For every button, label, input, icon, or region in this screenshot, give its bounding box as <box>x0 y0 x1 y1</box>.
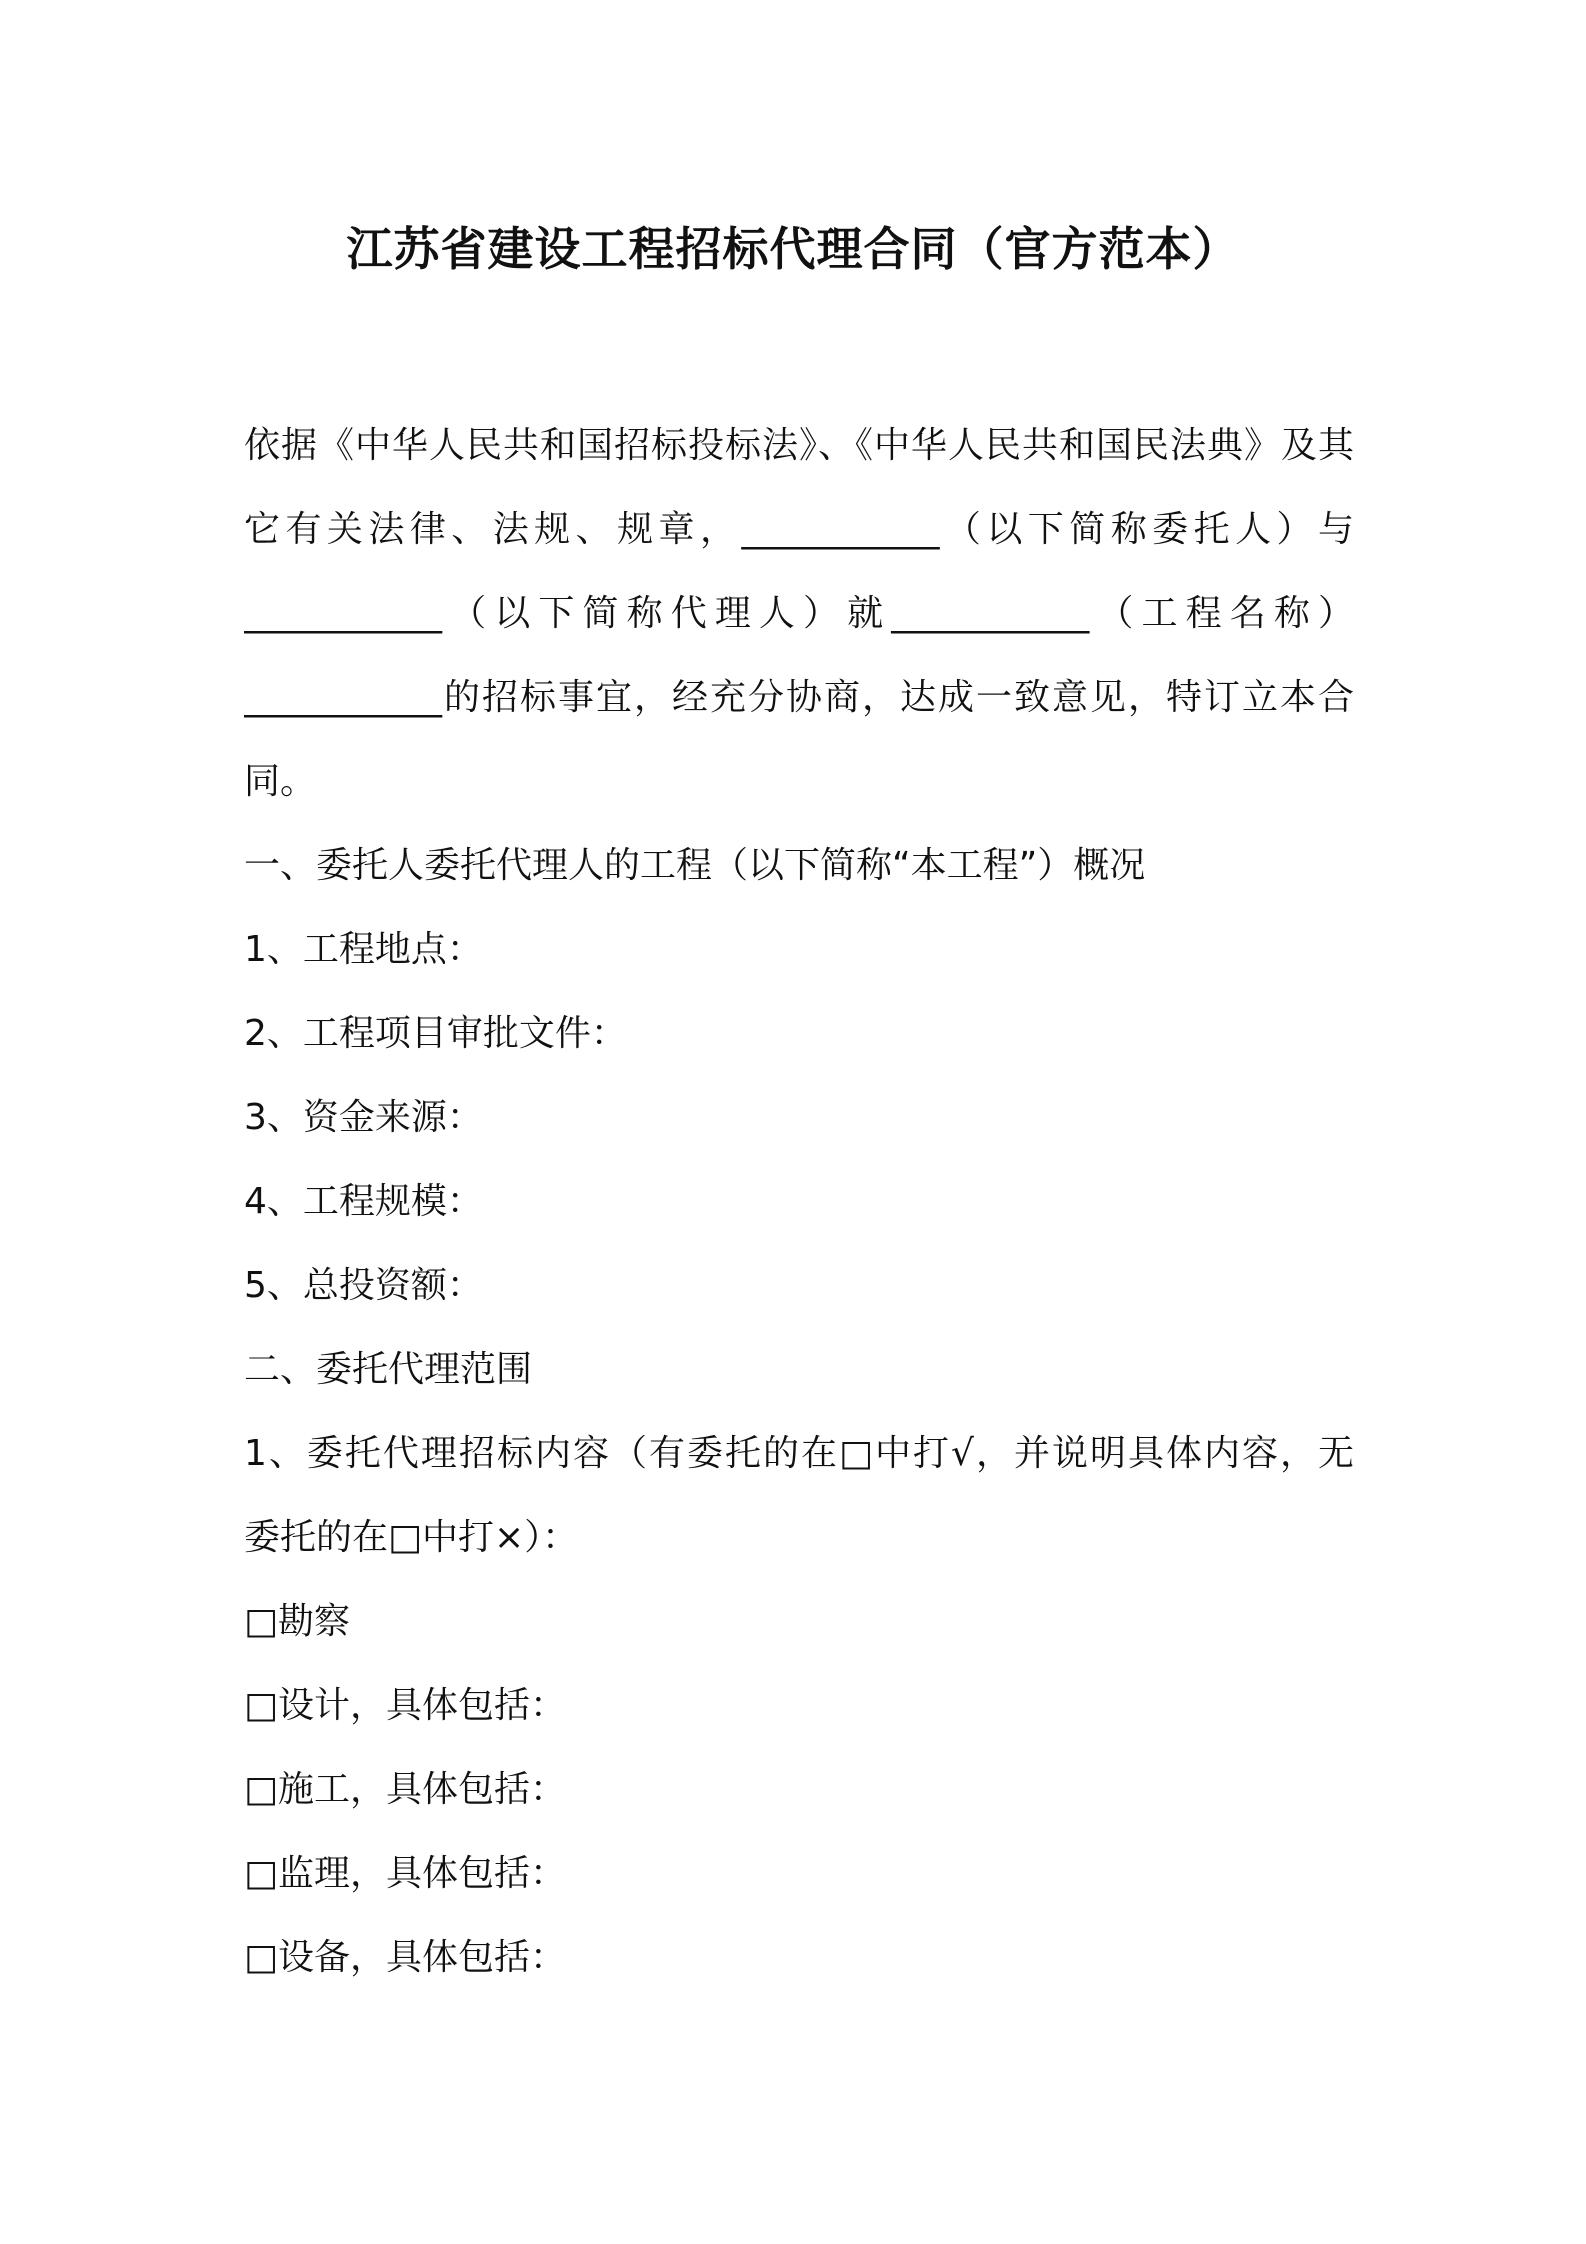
intro-line-2: 它有关法律、法规、规章，___________（以下简称委托人）与 <box>244 509 1354 550</box>
section-1-item-scale: 4、工程规模： <box>244 1181 483 1222</box>
option-design: □设计，具体包括： <box>244 1685 567 1726</box>
section-2-item-1-line-1: 1、委托代理招标内容（有委托的在□中打√，并说明具体内容，无 <box>244 1433 1354 1474</box>
intro-line-3: ___________（以下简称代理人）就___________（工程名称） <box>244 593 1354 634</box>
intro-line-1: 依据《中华人民共和国招标投标法》、《中华人民共和国民法典》及其 <box>244 425 1354 466</box>
option-survey: □勘察 <box>244 1601 351 1642</box>
option-construction: □施工，具体包括： <box>244 1769 567 1810</box>
section-2-item-1-line-2: 委托的在□中打×）： <box>244 1517 579 1558</box>
document-body <box>244 404 1354 2000</box>
option-supervision: □监理，具体包括： <box>244 1853 567 1894</box>
section-1-item-funding-source: 3、资金来源： <box>244 1097 483 1138</box>
section-1-heading: 一、委托人委托代理人的工程（以下简称“本工程”）概况 <box>244 845 1146 886</box>
section-1-item-location: 1、工程地点： <box>244 929 483 970</box>
intro-line-4: ___________的招标事宜，经充分协商，达成一致意见，特订立本合 <box>244 677 1354 718</box>
intro-line-5: 同。 <box>244 761 317 802</box>
option-equipment: □设备，具体包括： <box>244 1937 567 1978</box>
section-1-item-approval-documents: 2、工程项目审批文件： <box>244 1013 627 1054</box>
document-title: 江苏省建设工程招标代理合同（官方范本） <box>346 222 1240 276</box>
section-1-item-total-investment: 5、总投资额： <box>244 1265 483 1306</box>
section-2-heading: 二、委托代理范围 <box>244 1349 533 1390</box>
